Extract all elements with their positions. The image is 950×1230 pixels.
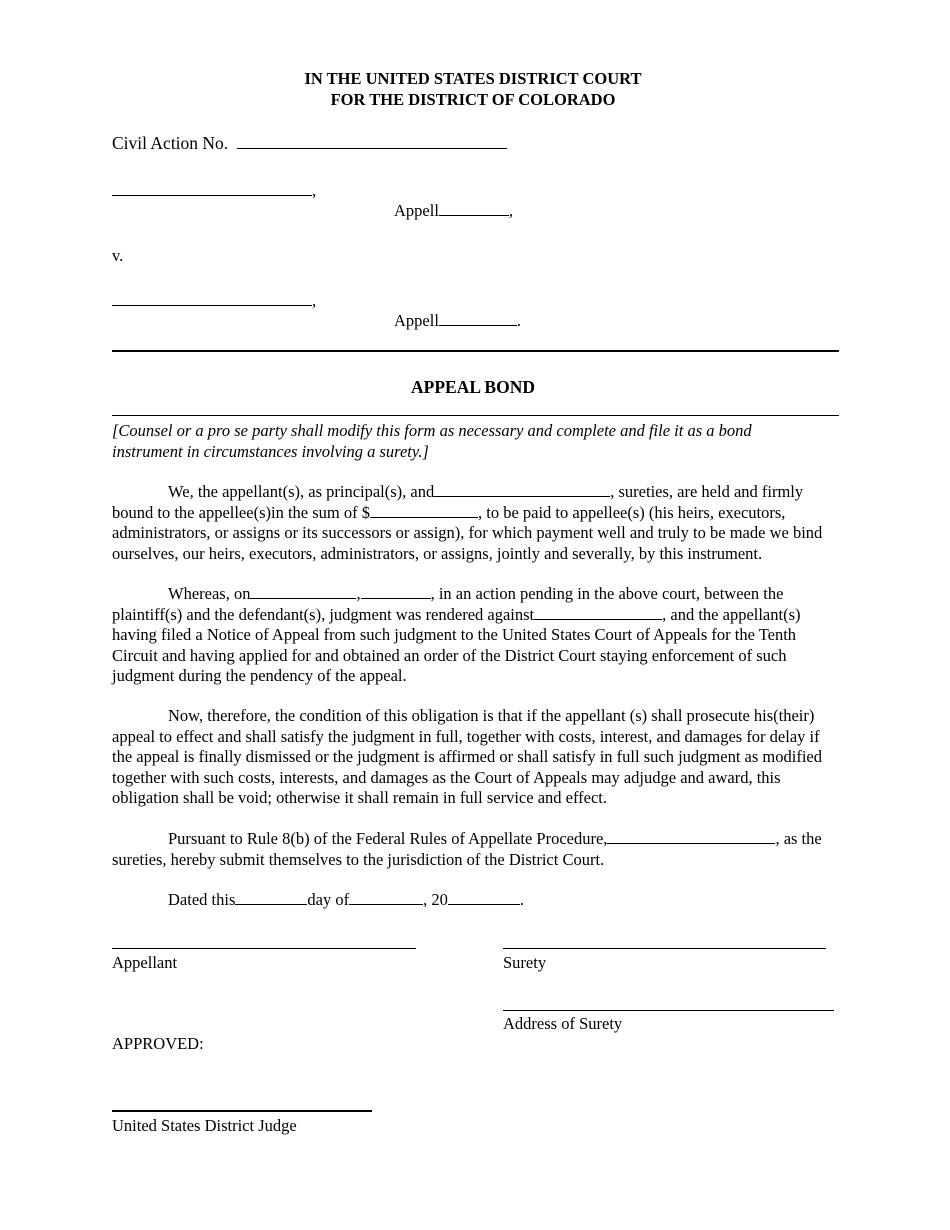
p2-text-d: , and the appellant(s) having filed a Notice of Appeal from such judgment to the United States Court of Appeals for the Tenth Circuit and having applied for and obtained an order of the District Court staying enforcement of such judgment during the pendency of the appeal.	[112, 604, 801, 685]
sureties-submit-field[interactable]	[607, 829, 775, 844]
document-title: APPEAL BOND	[411, 377, 535, 397]
civil-action-line	[112, 133, 507, 154]
approved-label: APPROVED:	[112, 1034, 204, 1053]
paragraph-condition	[112, 706, 842, 809]
p4-text-b: , as the sureties, hereby submit themselves to the jurisdiction of the District Court.	[112, 829, 822, 869]
bond-amount-field[interactable]	[370, 503, 478, 518]
p2-text-a: Whereas, on	[168, 584, 251, 603]
p1-text-a: We, the appellant(s), as principal(s), and	[168, 482, 435, 501]
surety-label: Surety	[503, 953, 547, 972]
party2-name-field[interactable]	[112, 291, 312, 306]
title-divider	[112, 415, 839, 416]
p2-text-c: , in an action pending in the above court, between the plaintiff(s) and the defendant(s), judgment was rendered against	[112, 584, 784, 624]
instructions-note: [Counsel or a pro se party shall modify this form as necessary and complete and file it as a bond instrument in circumstances involving a surety.]	[112, 421, 752, 461]
appell-label-2: Appell	[394, 311, 439, 330]
paragraph-whereas	[112, 584, 842, 687]
party2-line	[112, 291, 316, 312]
dated-line	[112, 890, 842, 911]
court-header-line2: FOR THE DISTRICT OF COLORADO	[330, 89, 616, 109]
party1-role-suffix-field[interactable]	[439, 201, 509, 216]
dated-text-a: Dated this	[168, 890, 236, 909]
civil-action-number-field[interactable]	[237, 134, 507, 149]
judgment-against-field[interactable]	[534, 605, 662, 620]
party2-comma: ,	[312, 291, 317, 310]
party1-role	[394, 201, 513, 222]
court-header-line1: IN THE UNITED STATES DISTRICT COURT	[304, 69, 642, 88]
appell-suffix-2: .	[516, 311, 522, 330]
party1-comma: ,	[312, 181, 317, 200]
p4-text-a: Pursuant to Rule 8(b) of the Federal Rules of Appellate Procedure,	[168, 829, 608, 848]
dated-text-c: , 20	[423, 890, 448, 909]
appell-label-1: Appell	[394, 201, 439, 220]
appellant-signature-line[interactable]	[112, 948, 416, 949]
paragraph-jurisdiction	[112, 829, 842, 870]
judgment-year-field[interactable]	[361, 584, 431, 599]
court-header	[0, 69, 946, 110]
party2-role-suffix-field[interactable]	[439, 311, 517, 326]
dated-day-field[interactable]	[235, 890, 307, 905]
dated-month-field[interactable]	[349, 890, 423, 905]
p2-text-b: ,	[356, 584, 361, 603]
sureties-name-field[interactable]	[434, 482, 610, 497]
judge-label: United States District Judge	[112, 1116, 297, 1135]
p1-text-c: , to be paid to appellee(s) (his heirs, executors, administrators, or assigns or its successors or assign), for which payment well and truly to be made we bind ourselves, our heirs, executors, administrators, or assigns, jointly and severally, by this instrument.	[112, 502, 823, 563]
p3-text: Now, therefore, the condition of this obligation is that if the appellant (s) shall prosecute his(their) appeal to effect and shall satisfy the judgment in full, together with costs, interest, and damages for delay if the appeal is finally dismissed or the judgment is affirmed or shall satisfy in full such judgment as modified together with such costs, interests, and damages as the Court of Appeals may adjudge and award, this obligation shall be void; otherwise it shall remain in full service and effect.	[112, 706, 822, 807]
dated-text-b: day of	[307, 890, 350, 909]
appell-suffix-1: ,	[508, 201, 514, 220]
versus: v.	[112, 246, 124, 265]
dated-year-field[interactable]	[448, 890, 520, 905]
civil-action-label: Civil Action No.	[112, 133, 229, 153]
party1-line	[112, 181, 316, 202]
p1-text-b: , sureties, are held and firmly bound to the appellee(s)in the sum of $	[112, 482, 804, 522]
party1-name-field[interactable]	[112, 181, 312, 196]
judge-signature-line[interactable]	[112, 1110, 372, 1112]
surety-signature-line[interactable]	[503, 948, 826, 949]
dated-text-d: .	[519, 890, 524, 909]
party2-role	[394, 311, 521, 332]
judgment-date-field[interactable]	[250, 584, 356, 599]
paragraph-obligation	[112, 482, 842, 564]
caption-divider	[112, 350, 839, 352]
appellant-label: Appellant	[112, 953, 178, 972]
surety-address-label: Address of Surety	[503, 1014, 623, 1033]
surety-address-line[interactable]	[503, 1010, 834, 1011]
